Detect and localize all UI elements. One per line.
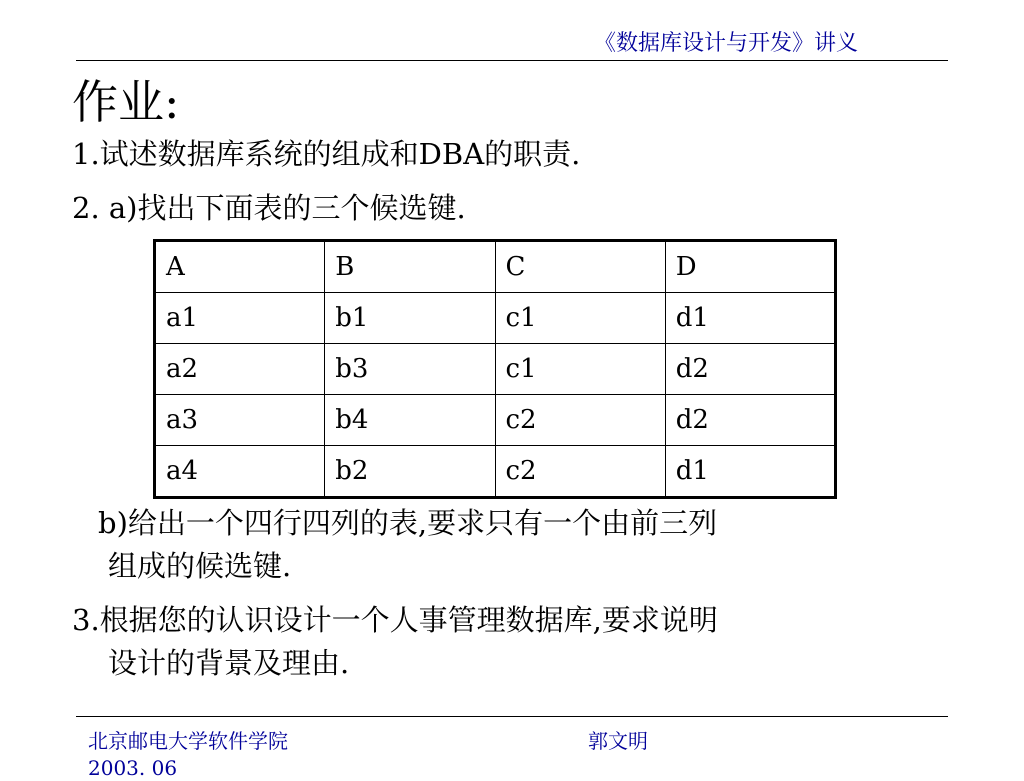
table-row [155, 344, 836, 395]
footer-date: 2003. 06 [88, 756, 178, 780]
question-1: 1.试述数据库系统的组成和DBA的职责. [72, 137, 581, 171]
table-cell: b3 [325, 344, 495, 395]
table-cell: b2 [325, 446, 495, 498]
table-cell: a3 [155, 395, 325, 446]
header-divider [76, 60, 948, 61]
table-cell: b1 [325, 293, 495, 344]
question-3-line-2: 设计的背景及理由. [108, 646, 350, 680]
candidate-key-table [153, 239, 837, 499]
table-cell: d1 [665, 293, 835, 344]
table-cell: c2 [495, 395, 665, 446]
table-cell: d2 [665, 395, 835, 446]
table-row [155, 395, 836, 446]
table-cell: b4 [325, 395, 495, 446]
footer-author: 郭文明 [588, 729, 648, 753]
table-header-cell: C [495, 241, 665, 293]
question-3-line-1: 3.根据您的认识设计一个人事管理数据库,要求说明 [72, 603, 718, 637]
question-2a: 2. a)找出下面表的三个候选键. [72, 191, 466, 225]
table-cell: c2 [495, 446, 665, 498]
table-header-cell: A [155, 241, 325, 293]
table-row [155, 293, 836, 344]
table-cell: a1 [155, 293, 325, 344]
table-cell: d1 [665, 446, 835, 498]
slide-title: 作业: [72, 75, 180, 129]
footer-institution: 北京邮电大学软件学院 [88, 729, 288, 753]
table-cell: c1 [495, 293, 665, 344]
question-2b-line-2: 组成的候选键. [108, 549, 292, 583]
table-row [155, 446, 836, 498]
footer-divider [76, 716, 948, 717]
header-course-title: 《数据库设计与开发》讲义 [593, 31, 858, 56]
question-2b-line-1: b)给出一个四行四列的表,要求只有一个由前三列 [98, 506, 718, 540]
table-cell: a4 [155, 446, 325, 498]
table-header-row [155, 241, 836, 293]
table-cell: c1 [495, 344, 665, 395]
table-header-cell: B [325, 241, 495, 293]
table-cell: d2 [665, 344, 835, 395]
table-cell: a2 [155, 344, 325, 395]
table-header-cell: D [665, 241, 835, 293]
